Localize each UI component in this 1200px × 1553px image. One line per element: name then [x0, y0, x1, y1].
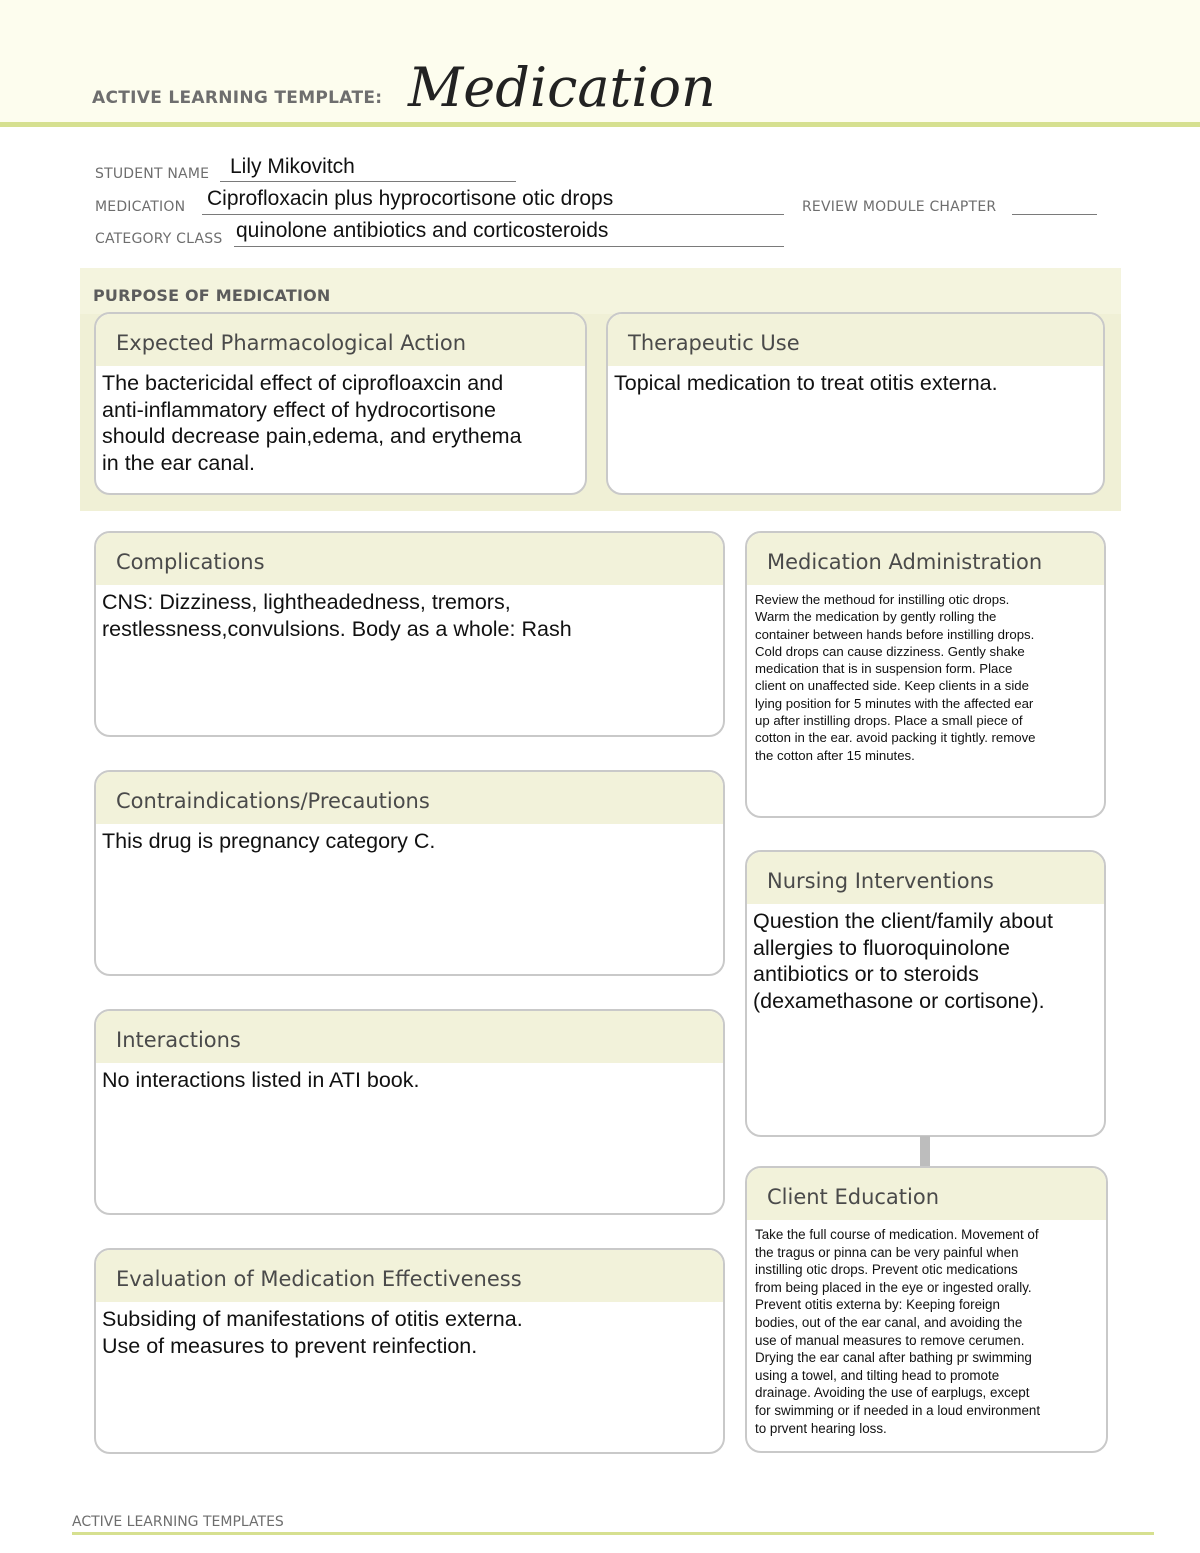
- medication-label: MEDICATION: [95, 199, 186, 215]
- text-line: should decrease pain,edema, and erythema: [102, 424, 522, 448]
- expected-action-text[interactable]: [96, 366, 585, 476]
- text-line: Review the methoud for instilling otic drops.: [755, 592, 1010, 607]
- category-class-line: [234, 246, 784, 247]
- text-line: This drug is pregnancy category C.: [102, 829, 436, 853]
- complications-header: [96, 533, 723, 585]
- student-name-label: STUDENT NAME: [95, 166, 210, 182]
- interactions-header: [96, 1011, 723, 1063]
- complications-title: Complications: [116, 550, 265, 574]
- student-name-line: [220, 181, 516, 182]
- text-line: the tragus or pinna can be very painful when: [755, 1244, 1019, 1260]
- text-line: drainage. Avoiding the use of earplugs, except: [755, 1385, 1030, 1401]
- administration-header: [747, 533, 1104, 585]
- text-line: Cold drops can cause dizziness. Gently shake: [755, 643, 1025, 659]
- evaluation-card: [94, 1248, 725, 1454]
- interactions-card: [94, 1009, 725, 1215]
- template-label: ACTIVE LEARNING TEMPLATE:: [92, 88, 383, 108]
- text-line: CNS: Dizziness, lightheadedness, tremors,: [102, 590, 511, 614]
- text-line: the cotton after 15 minutes.: [755, 747, 915, 763]
- text-line: Topical medication to treat otitis externa.: [614, 371, 998, 395]
- interactions-text[interactable]: [96, 1063, 723, 1094]
- administration-card: [745, 531, 1106, 818]
- text-line: Prevent otitis externa by: Keeping foreign: [755, 1297, 1000, 1313]
- template-title: Medication: [408, 56, 716, 119]
- text-line: antibiotics or to steroids: [753, 962, 979, 986]
- text-line: for swimming or if needed in a loud environment: [755, 1402, 1041, 1418]
- therapeutic-use-card: [606, 312, 1105, 495]
- text-line: container between hands before instilling drops.: [755, 626, 1035, 642]
- therapeutic-use-text[interactable]: [608, 366, 1103, 397]
- text-line: restlessness,convulsions. Body as a whole: Rash: [102, 616, 572, 641]
- therapeutic-use-header: [608, 314, 1103, 366]
- complications-text[interactable]: [96, 585, 723, 642]
- expected-action-card: [94, 312, 587, 495]
- text-line: instilling otic drops. Prevent otic medications: [755, 1262, 1018, 1278]
- complications-card: [94, 531, 725, 737]
- evaluation-text[interactable]: [96, 1302, 723, 1359]
- text-line: lying position for 5 minutes with the affected ear: [755, 695, 1034, 711]
- text-line: Use of measures to prevent reinfection.: [102, 1333, 478, 1358]
- header-rule: [0, 122, 1200, 127]
- contraindications-title: Contraindications/Precautions: [116, 789, 430, 813]
- connector-bar: [920, 1136, 930, 1166]
- text-line: up after instilling drops. Place a small piece of: [755, 713, 1023, 729]
- text-line: anti-inflammatory effect of hydrocortisone: [102, 397, 496, 422]
- therapeutic-use-title: Therapeutic Use: [628, 331, 800, 355]
- education-header: [747, 1168, 1106, 1220]
- text-line: (dexamethasone or cortisone).: [753, 988, 1045, 1013]
- medication-line: [202, 214, 784, 215]
- text-line: bodies, out of the ear canal, and avoiding the: [755, 1314, 1023, 1330]
- text-line: in the ear canal.: [102, 450, 255, 475]
- text-line: The bactericidal effect of ciprofloaxcin and: [102, 371, 504, 395]
- footer-rule: [72, 1532, 1154, 1535]
- contraindications-card: [94, 770, 725, 976]
- student-name-field[interactable]: Lily Mikovitch: [230, 155, 355, 178]
- expected-action-title: Expected Pharmacological Action: [116, 331, 467, 355]
- education-card: [745, 1166, 1108, 1453]
- expected-action-header: [96, 314, 585, 366]
- category-class-field[interactable]: quinolone antibiotics and corticosteroids: [236, 219, 609, 242]
- medication-field[interactable]: Ciprofloxacin plus hyprocortisone otic drops: [207, 187, 614, 210]
- footer-text: ACTIVE LEARNING TEMPLATES: [72, 1514, 284, 1530]
- text-line: Question the client/family about: [753, 909, 1053, 933]
- contraindications-header: [96, 772, 723, 824]
- text-line: cotton in the ear. avoid packing it tightly. remove: [755, 730, 1036, 746]
- education-text[interactable]: [747, 1220, 1106, 1437]
- evaluation-header: [96, 1250, 723, 1302]
- text-line: to prvent hearing loss.: [755, 1420, 887, 1436]
- text-line: No interactions listed in ATI book.: [102, 1068, 420, 1092]
- interactions-title: Interactions: [116, 1028, 241, 1052]
- text-line: Subsiding of manifestations of otitis externa.: [102, 1307, 523, 1331]
- text-line: allergies to fluoroquinolone: [753, 935, 1010, 960]
- nursing-header: [747, 852, 1104, 904]
- administration-text[interactable]: [747, 585, 1104, 764]
- text-line: use of manual measures to remove cerumen.: [755, 1332, 1025, 1348]
- education-title: Client Education: [767, 1185, 940, 1209]
- text-line: using a towel, and tilting head to promote: [755, 1367, 1000, 1383]
- text-line: Drying the ear canal after bathing pr swimming: [755, 1350, 1032, 1366]
- text-line: from being placed in the eye or ingested orally.: [755, 1279, 1032, 1295]
- nursing-text[interactable]: [747, 904, 1104, 1014]
- evaluation-title: Evaluation of Medication Effectiveness: [116, 1267, 522, 1291]
- nursing-title: Nursing Interventions: [767, 869, 994, 893]
- text-line: medication that is in suspension form. Place: [755, 661, 1013, 677]
- nursing-card: [745, 850, 1106, 1137]
- text-line: Take the full course of medication. Movement of: [755, 1227, 1039, 1242]
- review-module-label: REVIEW MODULE CHAPTER: [802, 199, 997, 215]
- purpose-title: PURPOSE OF MEDICATION: [93, 286, 331, 305]
- administration-title: Medication Administration: [767, 550, 1043, 574]
- text-line: Warm the medication by gently rolling the: [755, 609, 997, 625]
- review-module-line: [1012, 214, 1097, 215]
- category-class-label: CATEGORY CLASS: [95, 231, 223, 247]
- contraindications-text[interactable]: [96, 824, 723, 855]
- text-line: client on unaffected side. Keep clients in a side: [755, 678, 1029, 694]
